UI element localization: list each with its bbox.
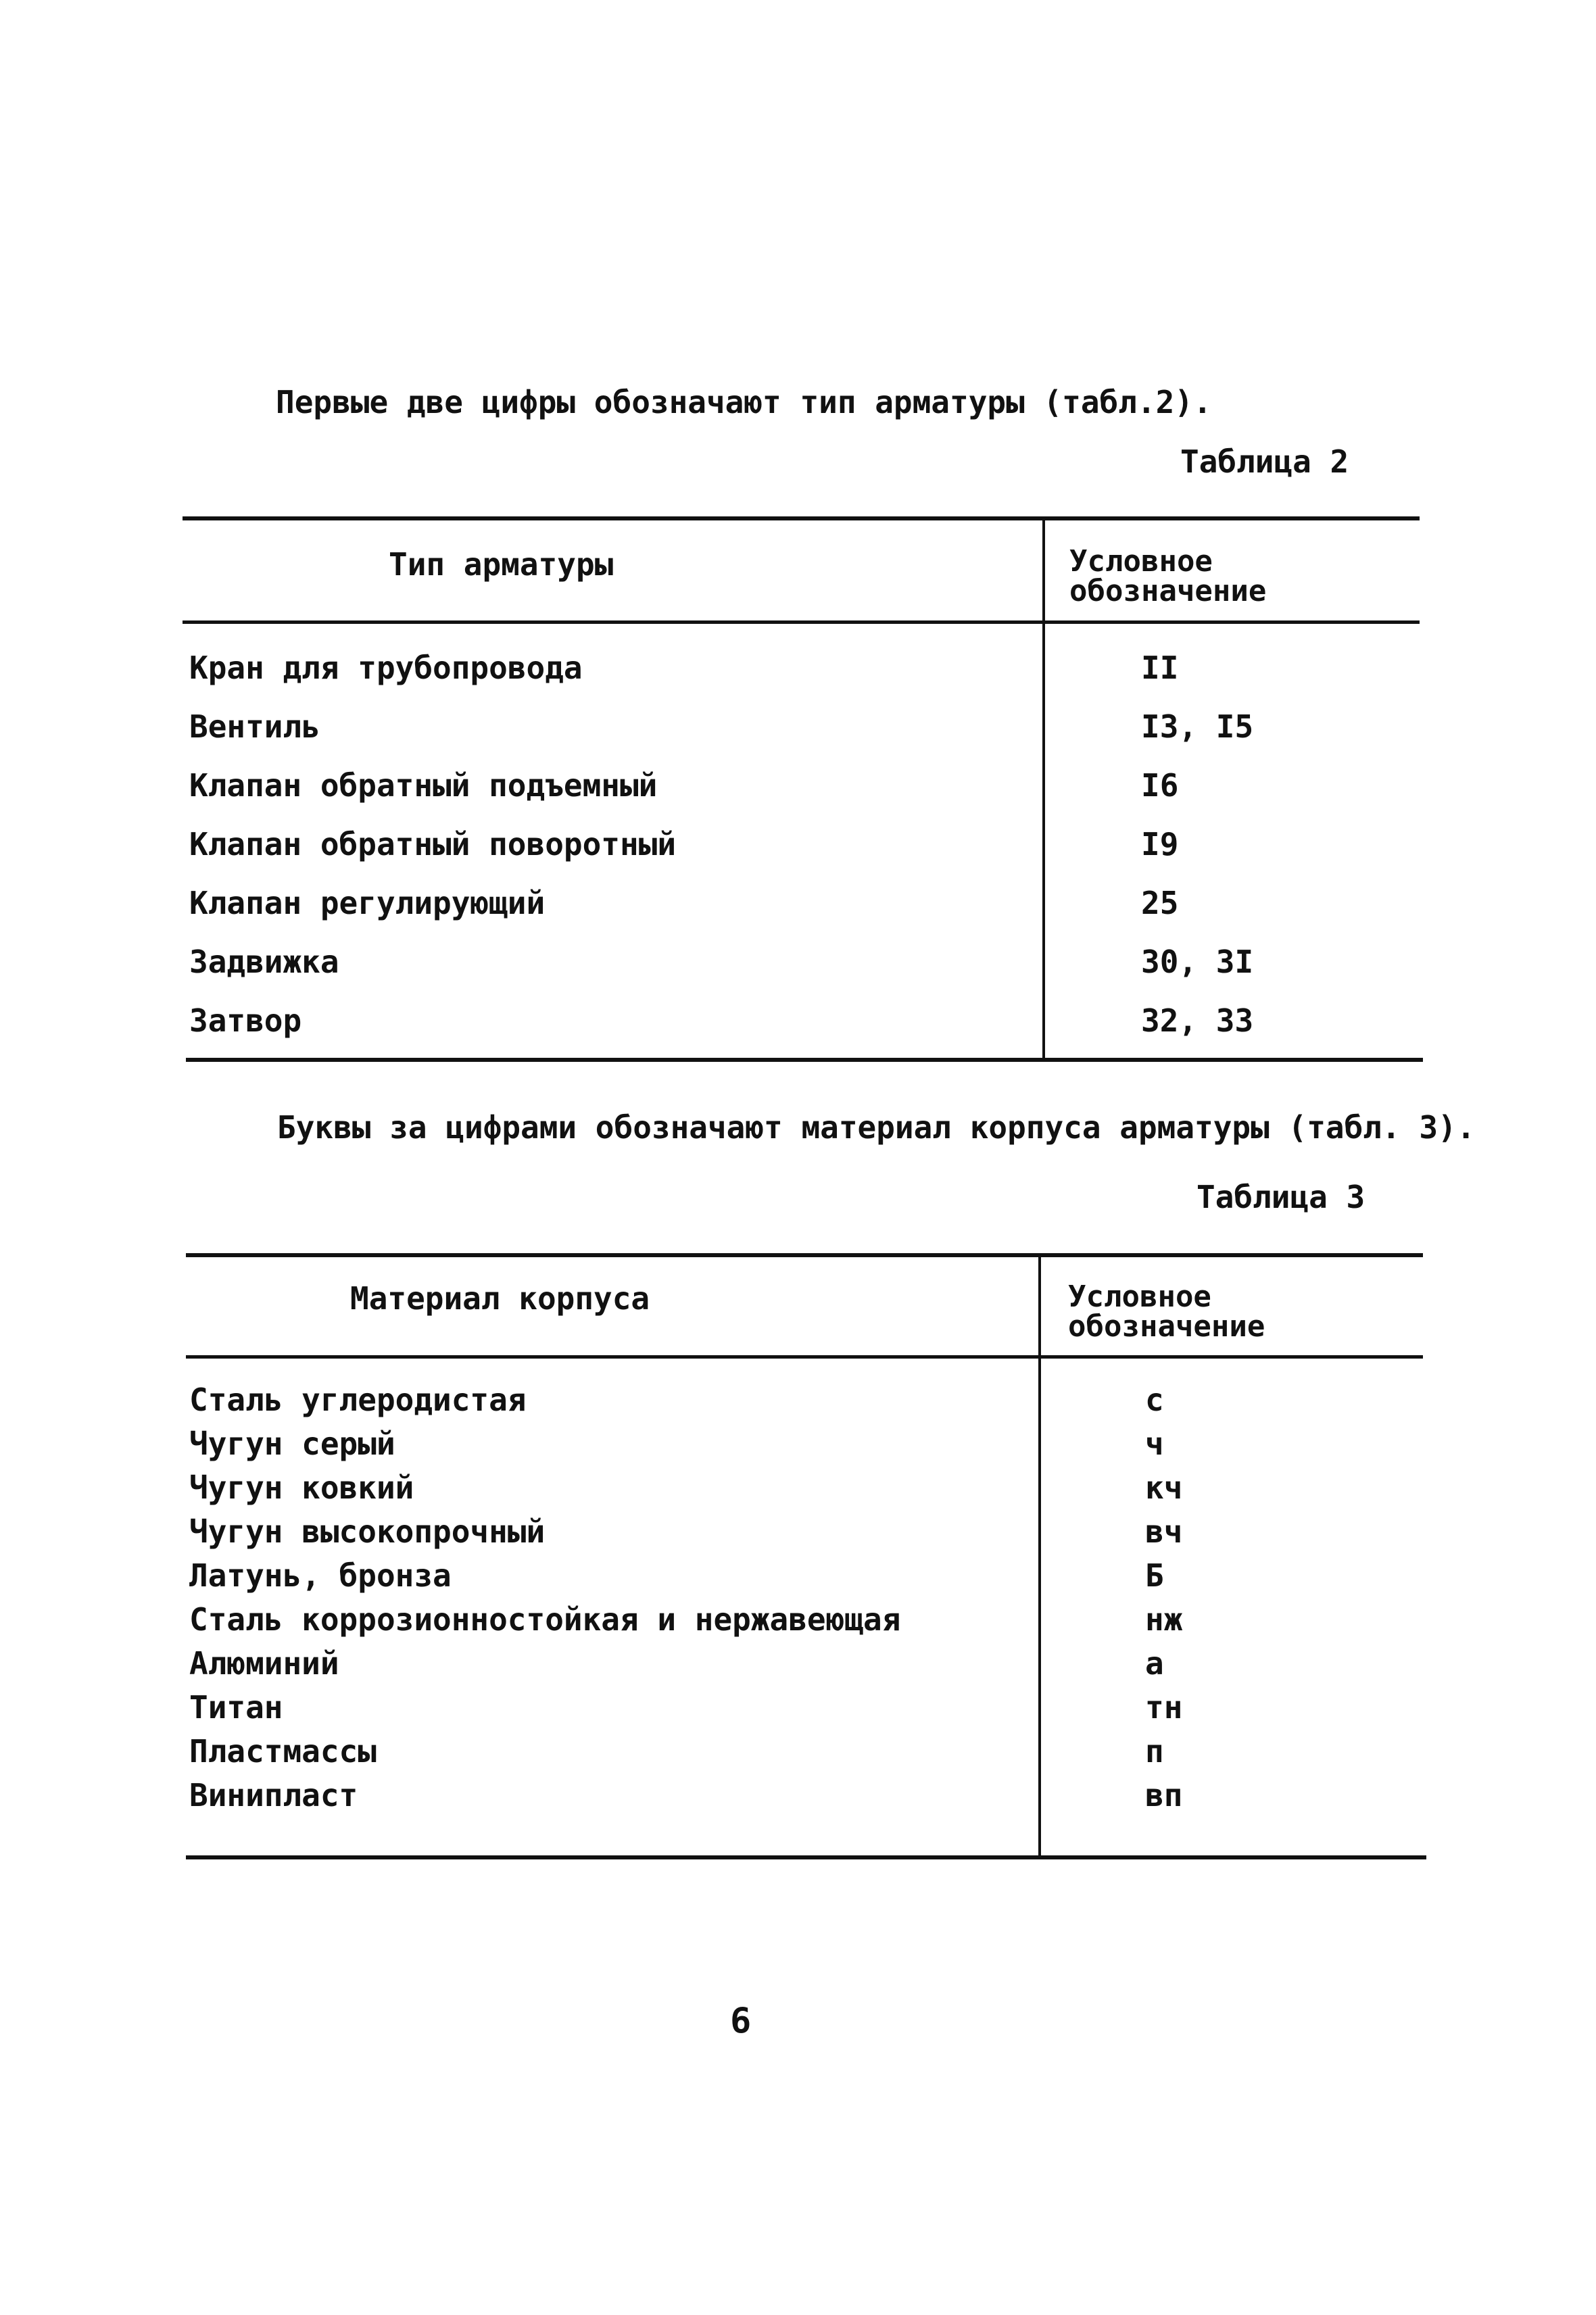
table2-col1-header: Тип арматуры	[389, 546, 614, 583]
table3-row-name: Чугун высокопрочный	[189, 1513, 546, 1550]
table3-row-code: ч	[1145, 1425, 1164, 1462]
table3-row-code: п	[1145, 1733, 1164, 1770]
table3-col2-header-line1: Условное	[1068, 1280, 1211, 1314]
table3-column-divider	[1038, 1257, 1041, 1855]
table2-row-code: 25	[1141, 885, 1179, 921]
table3-row-code: с	[1145, 1382, 1164, 1418]
page-number: 6	[730, 2001, 752, 2041]
table3-row-name: Пластмассы	[189, 1733, 377, 1770]
table3-top-rule	[186, 1253, 1423, 1257]
table3-row-name: Латунь, бронза	[189, 1557, 452, 1594]
table3-row-code: а	[1145, 1645, 1164, 1682]
table2-row-code: 30, 3I	[1141, 944, 1254, 980]
table2-row-code: I6	[1141, 767, 1179, 804]
table3-row-code: тн	[1145, 1689, 1183, 1726]
table2-header-rule	[183, 620, 1420, 624]
table3-bottom-rule	[186, 1855, 1426, 1859]
table2-row-code: I3, I5	[1141, 708, 1254, 745]
table3-col1-header: Материал корпуса	[350, 1280, 650, 1317]
table2-row-name: Клапан обратный подъемный	[189, 767, 658, 804]
table2-row-name: Задвижка	[189, 944, 339, 980]
table3-row-code: вч	[1145, 1513, 1183, 1550]
table2-col2-header-line2: обозначение	[1069, 574, 1267, 608]
table2-row-code: II	[1141, 650, 1179, 686]
table3-row-name: Сталь углеродистая	[189, 1382, 527, 1418]
table3-row-name: Чугун серый	[189, 1425, 395, 1462]
table2-row-name: Кран для трубопровода	[189, 650, 583, 686]
table3-col2-header-line2: обозначение	[1068, 1309, 1265, 1344]
table2-row-code: 32, 33	[1141, 1002, 1254, 1039]
table2-row-name: Клапан обратный поворотный	[189, 826, 677, 862]
table2-bottom-rule	[186, 1058, 1423, 1062]
table3-row-name: Чугун ковкий	[189, 1469, 414, 1506]
intro-text-table3: Буквы за цифрами обозначают материал корпуса арматуры (табл. 3).	[277, 1109, 1476, 1146]
intro-text-table2: Первые две цифры обозначают тип арматуры (табл.2).	[276, 384, 1212, 420]
table3-row-code: нж	[1145, 1601, 1183, 1638]
table2-top-rule	[183, 516, 1420, 520]
table2-row-name: Клапан регулирующий	[189, 885, 546, 921]
table2-row-name: Вентиль	[189, 708, 320, 745]
table2-caption: Таблица 2	[1180, 443, 1349, 480]
table3-row-code: Б	[1145, 1557, 1164, 1594]
table3-row-name: Алюминий	[189, 1645, 339, 1682]
table3-row-code: кч	[1145, 1469, 1183, 1506]
table2-col2-header-line1: Условное	[1069, 544, 1213, 579]
table3-row-name: Сталь коррозионностойкая и нержавеющая	[189, 1601, 901, 1638]
table3-row-code: вп	[1145, 1777, 1183, 1813]
table2-row-code: I9	[1141, 826, 1179, 862]
table3-header-rule	[186, 1355, 1423, 1359]
table2-column-divider	[1042, 520, 1045, 1058]
table2-row-name: Затвор	[189, 1002, 302, 1039]
table3-row-name: Винипласт	[189, 1777, 358, 1813]
table3-caption: Таблица 3	[1196, 1179, 1365, 1215]
table3-row-name: Титан	[189, 1689, 283, 1726]
